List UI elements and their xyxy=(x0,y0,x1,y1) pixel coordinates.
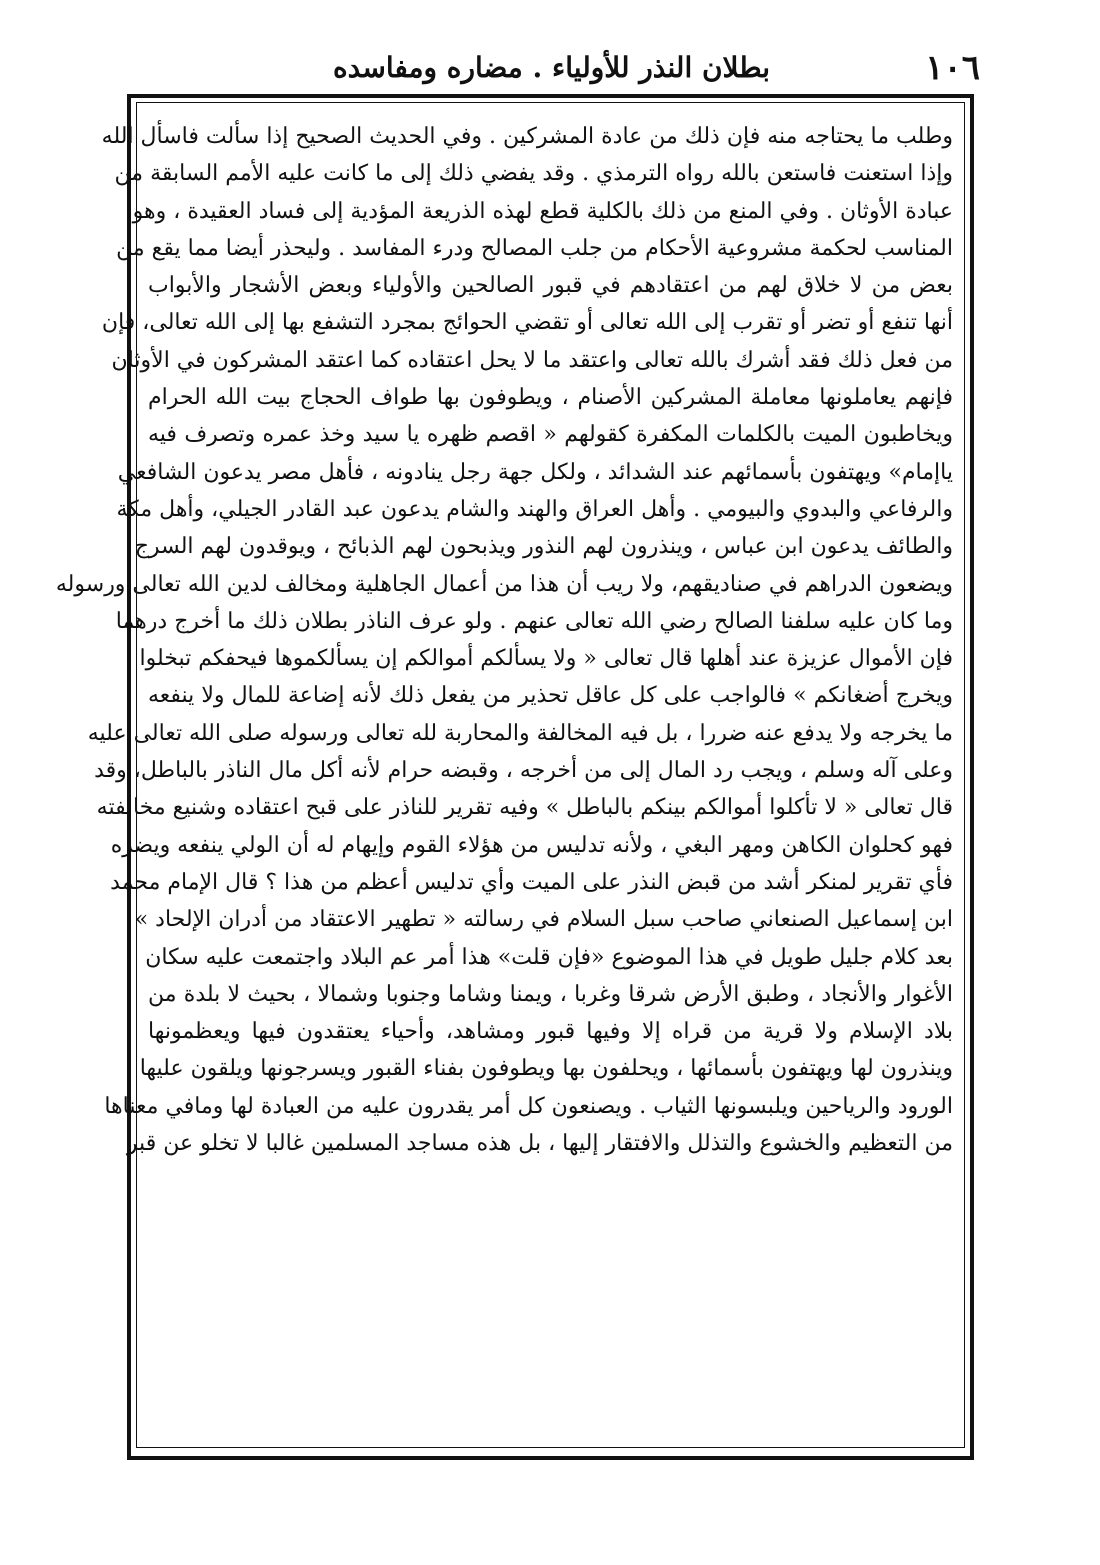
body-text xyxy=(55,118,953,1162)
text-line: فأي تقرير لمنكر أشد من قبض النذر على الميت وأي تدليس أعظم من هذا ؟ قال الإمام محمد xyxy=(110,869,953,895)
text-line: ياإمام» ويهتفون بأسمائهم عند الشدائد ، ولكل جهة رجل ينادونه ، فأهل مصر يدعون الشافعي xyxy=(117,459,953,485)
text-line: ويضعون الدراهم في صناديقهم، ولا ريب أن هذا من أعمال الجاهلية ومخالف لدين الله تعالى ورسوله xyxy=(55,571,953,597)
text-line: عبادة الأوثان . وفي المنع من ذلك بالكلية قطع لهذه الذريعة المؤدية إلى فساد العقيدة ، وهو xyxy=(132,198,953,224)
text-line: فإنهم يعاملونها معاملة المشركين الأصنام ، ويطوفون بها طواف الحجاج بيت الله الحرام xyxy=(148,385,953,411)
text-line: وإذا استعنت فاستعن بالله رواه الترمذي . وقد يفضي ذلك إلى ما كانت عليه الأمم السابقة من xyxy=(114,161,953,187)
text-line: فإن الأموال عزيزة عند أهلها قال تعالى « ولا يسألكم أموالكم إن يسألكموها فيحفكم تبخلوا xyxy=(139,646,953,672)
text-line: من فعل ذلك فقد أشرك بالله تعالى واعتقد ما لا يحل اعتقاده كما اعتقد المشركون في الأوثان xyxy=(111,347,953,373)
text-line: قال تعالى « لا تأكلوا أموالكم بينكم بالباطل » وفيه تقرير للناذر على قبح اعتقاده وشنيع مخالفته xyxy=(96,795,953,821)
text-line: بلاد الإسلام ولا قرية من قراه إلا وفيها قبور ومشاهد، وأحياء يعتقدون فيها ويعظمونها xyxy=(148,1019,953,1045)
text-line: المناسب لحكمة مشروعية الأحكام من جلب المصالح ودرء المفاسد . وليحذر أيضا مما يقع من xyxy=(116,235,953,261)
text-line: والرفاعي والبدوي والبيومي . وأهل العراق والهند والشام يدعون عبد القادر الجيلي، وأهل مكة xyxy=(116,496,953,522)
text-line: وطلب ما يحتاجه منه فإن ذلك من عادة المشركين . وفي الحديث الصحيح إذا سألت فاسأل الله xyxy=(101,124,953,149)
text-line: بعض من لا خلاق لهم من اعتقادهم في قبور الصالحين والأولياء وبعض الأشجار والأبواب xyxy=(148,273,953,299)
page-header xyxy=(128,46,980,90)
text-line: ما يخرجه ولا يدفع عنه ضررا ، بل فيه المخالفة والمحاربة لله تعالى ورسوله صلى الله تعالى عليه xyxy=(87,720,953,746)
text-line: الورود والرياحين ويلبسونها الثياب . ويصنعون كل أمر يقدرون عليه من العبادة لها ومافي معناها xyxy=(104,1093,953,1119)
page-number: ١٠٦ xyxy=(925,48,980,88)
text-line: وعلى آله وسلم ، ويجب رد المال إلى من أخرجه ، وقبضه حرام لأنه أكل مال الناذر بالباطل، وقد xyxy=(94,758,953,784)
text-line: من التعظيم والخشوع والتذلل والافتقار إليها ، بل هذه مساجد المسلمين غالبا لا تخلو عن قبر xyxy=(126,1131,953,1157)
text-line: الأغوار والأنجاد ، وطبق الأرض شرقا وغربا ، ويمنا وشاما وجنوبا وشمالا ، بحيث لا بلدة من xyxy=(148,981,953,1007)
text-line: فهو كحلوان الكاهن ومهر البغي ، ولأنه تدليس من هؤلاء القوم وإيهام له أن الولي ينفعه ويضره xyxy=(110,832,953,858)
text-line: بعد كلام جليل طويل في هذا الموضوع «فإن قلت» هذا أمر عم البلاد واجتمعت عليه سكان xyxy=(145,944,953,970)
text-line: وينذرون لها ويهتفون بأسمائها ، ويحلفون بها ويطوفون بفناء القبور ويسرجونها ويلقون عليها xyxy=(139,1056,953,1082)
text-line: والطائف يدعون ابن عباس ، وينذرون لهم النذور ويذبحون لهم الذبائح ، ويوقدون لهم السرج xyxy=(134,534,953,560)
text-line: وما كان عليه سلفنا الصالح رضي الله تعالى عنهم . ولو عرف الناذر بطلان ذلك ما أخرج درهما xyxy=(115,608,953,634)
text-line: أنها تنفع أو تضر أو تقرب إلى الله تعالى أو تقضي الحوائج بمجرد التشفع بها إلى الله تعالى، فإن xyxy=(101,310,953,336)
text-line: ابن إسماعيل الصنعاني صاحب سبل السلام في رسالته « تطهير الاعتقاد من أدران الإلحاد » xyxy=(134,907,953,933)
running-title: بطلان النذر للأولياء . مضاره ومفاسده xyxy=(333,51,770,84)
text-line: ويخرج أضغانكم » فالواجب على كل عاقل تحذير من يفعل ذلك لأنه إضاعة للمال ولا ينفعه xyxy=(148,683,953,709)
text-line: ويخاطبون الميت بالكلمات المكفرة كقولهم « اقصم ظهره يا سيد وخذ عمره وتصرف فيه xyxy=(148,422,953,448)
